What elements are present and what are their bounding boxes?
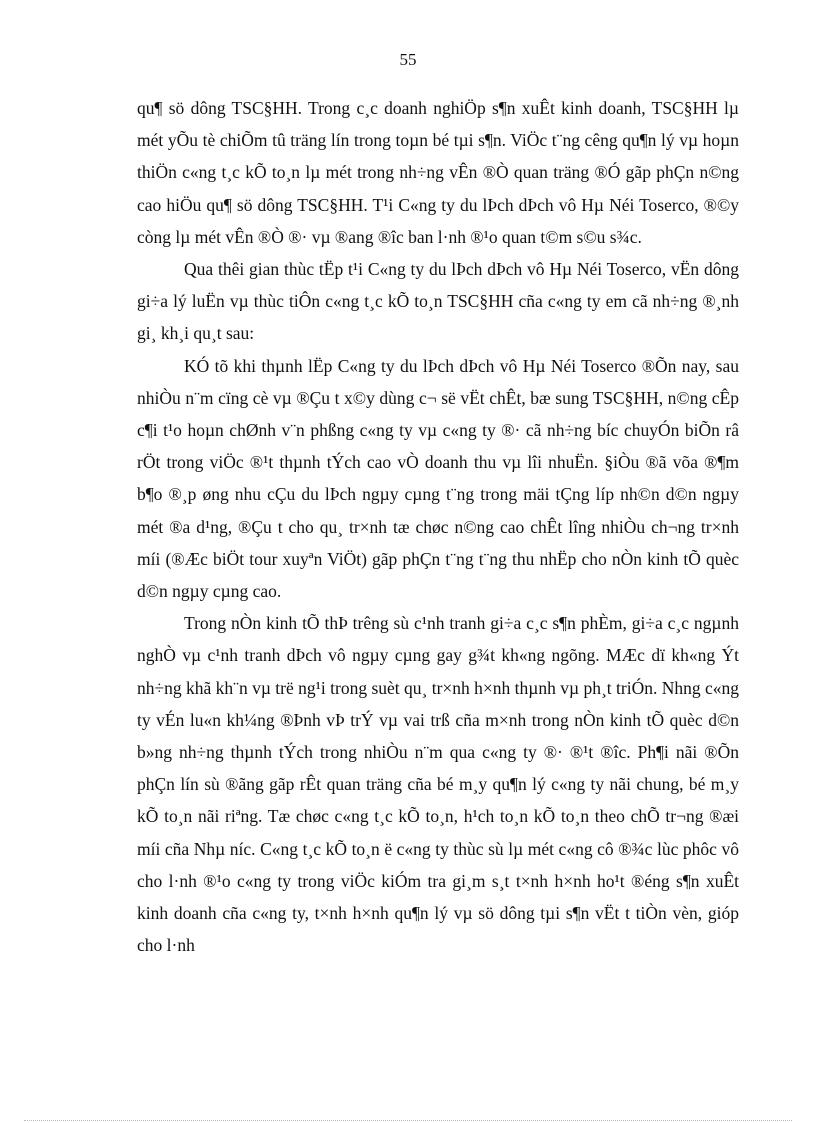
page-number: 55: [399, 50, 417, 69]
body-text: [137, 92, 739, 961]
footer-divider: [24, 1120, 792, 1121]
paragraph-1: qu¶ sö dông TSC§HH. Trong c¸c doanh nghiÖp s¶n xuÊt kinh doanh, TSC§HH lµ mét yÕu tè chiÕm tû träng lín trong toµn bé tµi s¶n. ViÖc t¨ng cêng qu¶n lý vµ hoµn thiÖn c«ng t¸c kÕ to¸n lµ mét trong nh÷ng vÊn ®Ò quan träng ®Ó gãp phÇn n©ng cao hiÖu qu¶ sö dông TSC§HH. T¹i C«ng ty du lÞch dÞch vô Hµ Néi Toserco, ®©y còng lµ mét vÊn ®Ò ®· vµ ®ang ®îc ban l·nh ®¹o quan t©m s©u s¾c.: [137, 98, 739, 247]
paragraph-3: KÓ tõ khi thµnh lËp C«ng ty du lÞch dÞch vô Hµ Néi Toserco ®Õn nay, sau nhiÒu n¨m cïng cè vµ ®Çu t x©y dùng c¬ së vËt chÊt, bæ sung TSC§HH, n©ng cÊp c¶i t¹o hoµn chØnh v¨n phßng c«ng ty vµ c«ng ty ®· cã nh÷ng bíc chuyÓn biÕn râ rÖt trong viÖc ®¹t thµnh tÝch cao vÒ doanh thu vµ lîi nhuËn. §iÒu ®ã võa ®¶m b¶o ®¸p øng nhu cÇu du lÞch ngµy cµng t¨ng trong mäi tÇng líp nh©n d©n ngµy mét ®a d¹ng, ®Çu t cho qu¸ tr×nh tæ chøc n©ng cao chÊt lîng nhiÒu ch¬ng tr×nh míi (®Æc biÖt tour xuyªn ViÖt) gãp phÇn t¨ng t¨ng thu nhËp cho nÒn kinh tÕ quèc d©n ngµy cµng cao.: [137, 355, 739, 602]
paragraph-2: Qua thêi gian thùc tËp t¹i C«ng ty du lÞch dÞch vô Hµ Néi Toserco, vËn dông gi÷a lý luËn vµ thùc tiÔn c«ng t¸c kÕ to¸n TSC§HH cña c«ng ty em cã nh÷ng ®¸nh gi¸ kh¸i qu¸t sau:: [137, 259, 739, 344]
paragraph-4: Trong nÒn kinh tÕ thÞ trêng sù c¹nh tranh gi÷a c¸c s¶n phÈm, gi÷a c¸c ngµnh nghÒ vµ c¹nh tranh dÞch vô ngµy cµng gay g¾t kh«ng ngõng. MÆc dï kh«ng Ýt nh÷ng khã kh¨n vµ trë ng¹i trong suèt qu¸ tr×nh h×nh thµnh vµ ph¸t triÓn. Nhng c«ng ty vÉn lu«n kh¼ng ®Þnh vÞ trÝ vµ vai trß cña m×nh trong nÒn kinh tÕ quèc d©n b»ng nh÷ng thµnh tÝch trong nhiÒu n¨m qua c«ng ty ®· ®¹t ®îc. Ph¶i nãi ®Õn phÇn lín sù ®ãng gãp rÊt quan träng cña bé m¸y qu¶n lý c«ng ty nãi chung, bé m¸y kÕ to¸n nãi riªng. Tæ chøc c«ng t¸c kÕ to¸n, h¹ch to¸n kÕ to¸n theo chÕ tr¬ng ®æi míi cña Nhµ níc. C«ng t¸c kÕ to¸n ë c«ng ty thùc sù lµ mét c«ng cô ®¾c lùc phôc vô cho l·nh ®¹o c«ng ty trong viÖc kiÓm tra gi¸m s¸t t×nh h×nh ho¹t ®éng s¶n xuÊt kinh doanh cña c«ng ty, t×nh h×nh qu¶n lý vµ sö dông tµi s¶n vËt t tiÒn vèn, gióp cho l·nh: [137, 613, 739, 956]
